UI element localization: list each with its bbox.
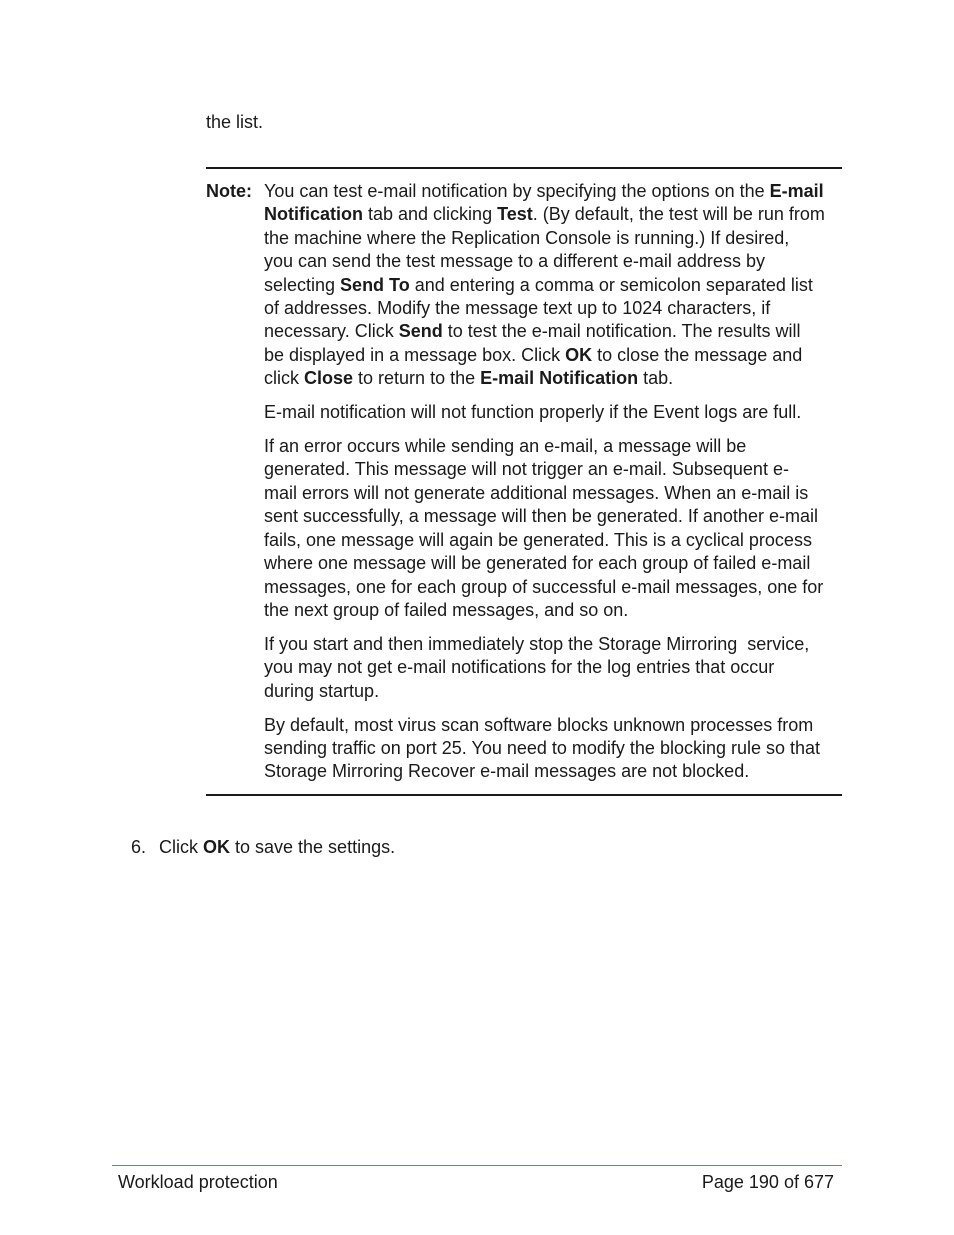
text-run: If you start and then immediately stop the Storage Mirroring service, [264,633,810,654]
text-run: the machine where the Replication Console is running.) If desired, [264,227,790,248]
text-run: . (By default, the test will be run from [532,204,825,225]
note-line [264,227,844,250]
step-text [159,836,395,859]
note-line [264,297,844,320]
bold-term: Send To [340,274,410,295]
note-line [264,505,844,528]
text-run: If an error occurs while sending an e-mail, a message will be [264,436,747,457]
note-line [264,401,844,424]
note-paragraph [264,435,844,622]
text-run: the next group of failed messages, and so on. [264,599,629,620]
text-run: necessary. Click [264,321,399,342]
text-run: be displayed in a message box. Click [264,344,566,365]
note-top-rule [206,167,842,169]
bold-term: Test [497,204,533,225]
step-number: 6. [131,837,147,857]
note-paragraph [264,180,844,391]
text-run: By default, most virus scan software blocks unknown processes from [264,714,814,735]
text-run: sent successfully, a message will then be generated. If another e-mail [264,506,818,527]
note-line [264,274,844,297]
note-line [264,458,844,481]
note-line [264,633,844,656]
note-bottom-rule [206,794,842,796]
note-line [264,435,844,458]
note-line [264,599,844,622]
text-run: sending traffic on port 25. You need to modify the blocking rule so that [264,737,821,758]
note-line [264,714,844,737]
note-line [264,760,844,783]
bold-term: OK [565,344,593,365]
text-run: selecting [264,274,341,295]
note-line [264,576,844,599]
note-line [264,680,844,703]
bold-term: Close [304,368,354,389]
footer-rule [112,1165,842,1166]
note-line [264,250,844,273]
note-paragraph [264,401,844,424]
note-label: Note: [206,181,252,201]
note-line [264,203,844,226]
text-run: to close the message and [592,344,803,365]
bold-term: E-mail Notification [480,368,639,389]
text-run: mail errors will not generate additional messages. When an e-mail is [264,482,809,503]
footer-left: Workload protection [118,1172,278,1192]
note-line [264,482,844,505]
text-run: and entering a comma or semicolon separated list [409,274,813,295]
note-line [264,552,844,575]
note-line [264,320,844,343]
note-body [264,180,844,794]
bold-term: E-mail [769,181,824,201]
bold-term: Send [398,321,443,342]
text-run: you may not get e-mail notifications for the log entries that occur [264,657,775,678]
note-paragraph [264,633,844,703]
footer-right: Page 190 of 677 [701,1172,834,1192]
bold-term: OK [203,837,230,857]
text-run: to test the e-mail notification. The results will [442,321,801,342]
intro-text: the list. [206,112,264,132]
text-run: tab and clicking [363,204,498,225]
text-run: Storage Mirroring Recover e-mail messages are not blocked. [264,761,750,782]
text-run: E-mail notification will not function properly if the Event logs are full. [264,402,802,423]
note-line [264,656,844,679]
bold-term: Notification [264,204,363,225]
text-run: of addresses. Modify the message text up to 1024 characters, if [264,298,771,319]
text-run: click [264,368,304,389]
text-run: to return to the [353,368,481,389]
note-paragraph [264,714,844,784]
text-run: You can test e-mail notification by specifying the options on the [264,181,770,201]
note-line [264,737,844,760]
text-run: during startup. [264,680,380,701]
note-line [264,529,844,552]
text-run: tab. [638,368,674,389]
note-line [264,344,844,367]
text-run: messages, one for each group of successful e-mail messages, one for [264,576,824,597]
text-run: where one message will be generated for each group of failed e-mail [264,553,811,574]
note-line [264,367,844,390]
text-run: Click [159,837,203,857]
text-run: you can send the test message to a different e-mail address by [264,251,765,272]
note-line [264,180,844,203]
text-run: to save the settings. [230,837,396,857]
text-run: fails, one message will again be generated. This is a cyclical process [264,529,812,550]
text-run: generated. This message will not trigger an e-mail. Subsequent e- [264,459,789,480]
